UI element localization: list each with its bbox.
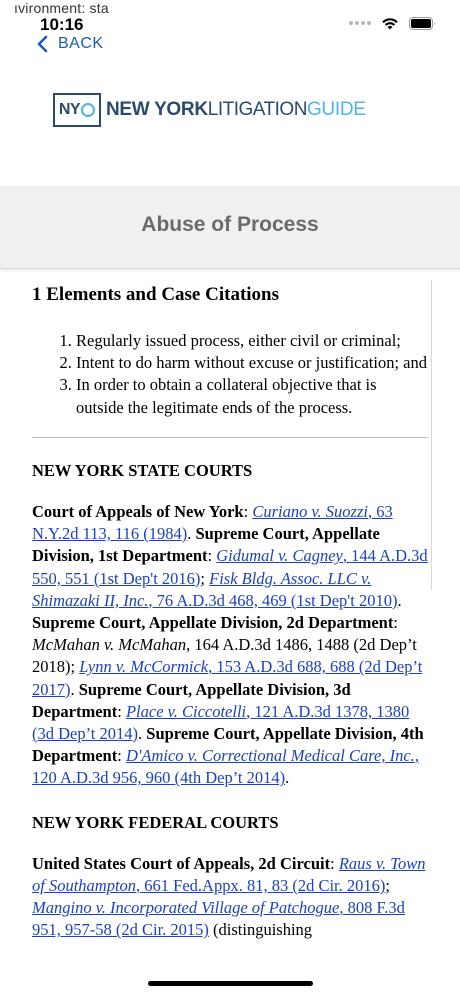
federal-courts-heading: NEW YORK FEDERAL COURTS: [32, 812, 279, 832]
wifi-icon: [381, 16, 399, 30]
separator: :: [207, 546, 217, 566]
court-label: United States Court of Appeals, 2d Circuit: [32, 853, 331, 873]
separator: :: [330, 853, 339, 873]
state-courts-heading: NEW YORK STATE COURTS: [32, 460, 253, 480]
citation-case-name: Lynn v. McCormick: [79, 657, 209, 677]
court-label: Supreme Court, Appellate Division, 2d Department: [32, 613, 394, 633]
state-courts-paragraph: [32, 501, 428, 790]
elements-list: [32, 330, 428, 419]
list-item: 3. In order to obtain a collateral objective that is outside the legitimate ends of the process.: [76, 374, 428, 418]
court-label: Supreme Court, Appellate Division, 1st Department: [32, 524, 380, 566]
citation-reporter: , 120 A.D.3d 956, 960 (4th Dep’t 2014): [32, 746, 419, 788]
section-heading: 1 Elements and Case Citations: [32, 284, 280, 305]
logo-word-new-york: NEW YORK: [106, 99, 208, 120]
separator: ;: [385, 876, 390, 896]
citation-case-name: D'Amico v. Correctional Medical Care, Inc.: [125, 746, 415, 766]
citation-case-name: Place v. Ciccotelli: [125, 701, 247, 721]
article-content[interactable]: [32, 270, 428, 964]
list-item: 1. Regularly issued process, either civil or criminal;: [76, 330, 428, 352]
citation-reporter: , 76 A.D.3d 468, 469 (1st Dep't 2010): [148, 590, 398, 610]
scroll-indicator: [431, 280, 432, 590]
logo-badge: [53, 93, 101, 127]
back-button[interactable]: [36, 35, 104, 53]
separator: .: [397, 590, 402, 610]
citation-reporter: , 144 A.D.3d 550, 551 (1st Dep't 2016): [32, 546, 428, 588]
citation-case-name: Mangino v. Incorporated Village of Patchogue: [32, 898, 340, 918]
separator: :: [117, 701, 126, 721]
home-indicator[interactable]: [148, 981, 313, 986]
citation-reporter: , 661 Fed.Appx. 81, 83 (2d Cir. 2016): [136, 876, 386, 896]
separator: ;: [200, 568, 210, 588]
logo-circle-icon: [81, 103, 95, 117]
separator: :: [117, 746, 126, 766]
citation-plain-reporter: , 164 A.D.3d 1486, 1488 (2d Dep’t 2018);: [32, 635, 417, 677]
citation-case-name: Fisk Bldg. Assoc. LLC v. Shimazaki II, Inc.: [32, 568, 372, 610]
app-logo: [53, 93, 366, 127]
citation-case-name: Raus v. Town of Southampton: [32, 853, 426, 896]
chevron-left-icon: [36, 35, 48, 53]
citation-plain-name: McMahan v. McMahan: [32, 635, 187, 655]
citation-case-name: Curiano v. Suozzi: [252, 502, 368, 522]
logo-word-guide: GUIDE: [306, 99, 366, 120]
court-label: Supreme Court, Appellate Division, 3d Department: [32, 679, 351, 721]
separator: .: [70, 679, 79, 699]
logo-badge-text: NY: [58, 101, 81, 118]
page-title: Abuse of Process: [141, 213, 319, 236]
back-label: BACK: [58, 35, 104, 52]
separator: .: [187, 524, 196, 544]
status-time: 10:16: [40, 15, 84, 34]
section-divider: [32, 437, 428, 438]
battery-icon: [409, 17, 436, 30]
court-label: Supreme Court, Appellate Division, 4th Department: [32, 724, 424, 766]
list-item: 2. Intent to do harm without excuse or justification; and: [76, 352, 428, 374]
court-label: Court of Appeals of New York: [32, 502, 244, 522]
citation-reporter: , 153 A.D.3d 688, 688 (2d Dep’t 2017): [32, 657, 423, 699]
federal-courts-paragraph: [32, 853, 428, 942]
citation-reporter: , 808 F.3d 951, 957-58 (2d Cir. 2015): [32, 898, 405, 940]
separator: :: [393, 613, 398, 633]
environment-label: ıvironment: sta: [14, 0, 109, 16]
status-icons: [349, 16, 436, 30]
citation-reporter: , 63 N.Y.2d 113, 116 (1984): [32, 502, 393, 544]
separator: .: [138, 724, 147, 744]
separator: .: [285, 768, 290, 788]
trailing-text: (distinguishing: [208, 920, 313, 940]
signal-dots-icon: [349, 21, 371, 25]
separator: :: [243, 502, 253, 522]
citation-case-name: Gidumal v. Cagney: [216, 546, 343, 566]
citation-reporter: , 121 A.D.3d 1378, 1380 (3d Dep’t 2014): [32, 701, 410, 744]
logo-word-litigation: LITIGATION: [207, 99, 307, 120]
